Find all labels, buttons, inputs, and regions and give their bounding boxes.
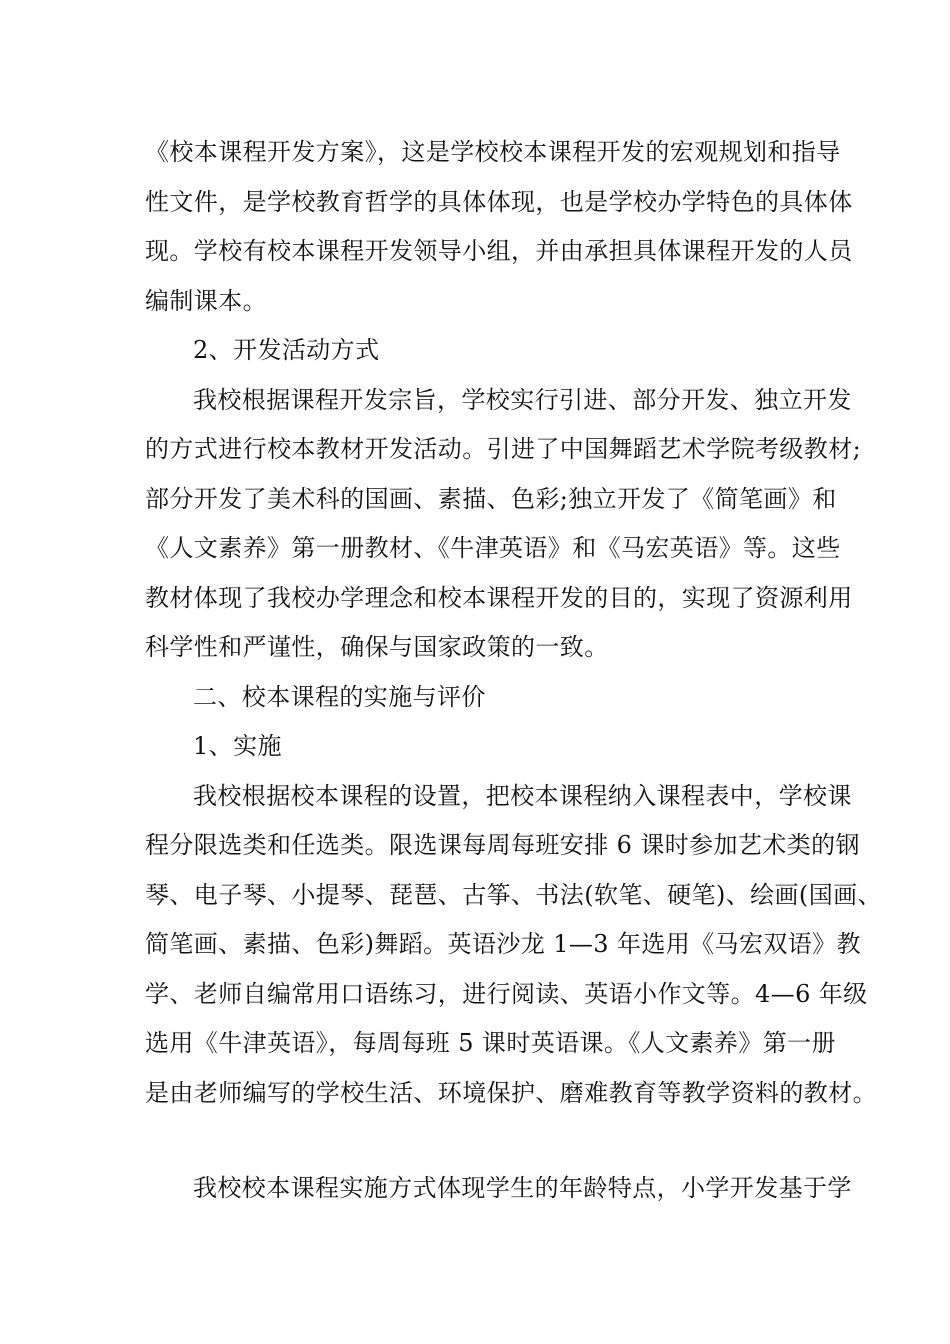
text-line: 《校本课程开发方案》，这是学校校本课程开发的宏观规划和指导 bbox=[145, 138, 841, 166]
text-line: 学、老师自编常用口语练习，进行阅读、英语小作文等。4—6 年级 bbox=[145, 979, 868, 1008]
text-line: 科学性和严谨性，确保与国家政策的一致。 bbox=[145, 633, 609, 661]
text-line: 是由老师编写的学校生活、环境保护、磨难教育等教学资料的教材。 bbox=[145, 1078, 877, 1107]
paragraph-gap bbox=[145, 1118, 813, 1164]
text-line: 选用《牛津英语》，每周每班 5 课时英语课。《人文素养》第一册 bbox=[145, 1029, 836, 1057]
text-line: 的方式进行校本教材开发活动。引进了中国舞蹈艺术学院考级教材; bbox=[145, 435, 862, 463]
text-line: 教材体现了我校办学理念和校本课程开发的目的，实现了资源利用 bbox=[145, 583, 853, 612]
text-line: 我校根据校本课程的设置，把校本课程纳入课程表中，学校课 bbox=[193, 781, 852, 810]
section-heading: 2、开发活动方式 bbox=[193, 336, 380, 364]
text-line: 编制课本。 bbox=[145, 286, 267, 315]
section-heading: 1、实施 bbox=[193, 732, 282, 760]
text-line: 程分限选类和任选类。限选课每周每班安排 6 课时参加艺术类的钢 bbox=[145, 831, 860, 859]
text-line: 我校校本课程实施方式体现学生的年龄特点，小学开发基于学 bbox=[193, 1174, 852, 1202]
text-line: 性文件，是学校教育哲学的具体体现，也是学校办学特色的具体体 bbox=[145, 187, 853, 216]
text-line: 简笔画、素描、色彩)舞蹈。英语沙龙 1—3 年选用《马宏双语》教 bbox=[145, 930, 861, 958]
text-line: 我校根据课程开发宗旨，学校实行引进、部分开发、独立开发 bbox=[193, 385, 852, 414]
text-line: 《人文素养》第一册教材、《牛津英语》和《马宏英语》等。这些 bbox=[145, 534, 841, 562]
document-body bbox=[145, 128, 882, 1214]
text-line: 琴、电子琴、小提琴、琵琶、古筝、书法(软笔、硬笔)、绘画(国画、 bbox=[145, 880, 882, 909]
section-heading: 二、校本课程的实施与评价 bbox=[193, 682, 486, 711]
text-line: 部分开发了美术科的国画、素描、色彩;独立开发了《简笔画》和 bbox=[145, 484, 837, 513]
text-line: 现。学校有校本课程开发领导小组，并由承担具体课程开发的人员 bbox=[145, 237, 853, 265]
